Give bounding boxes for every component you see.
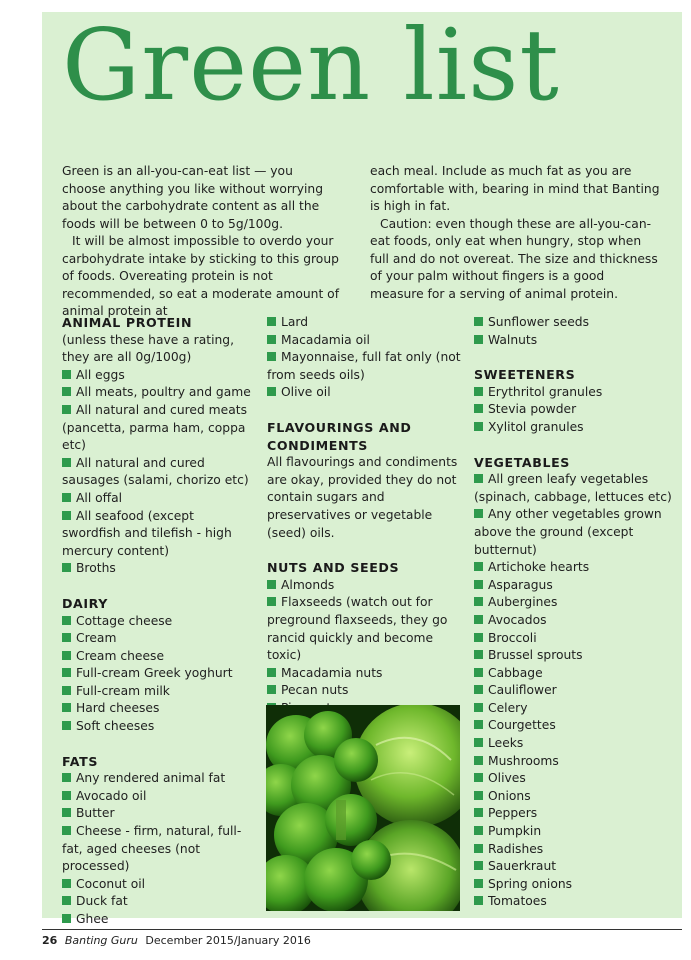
- bullet-square-icon: [474, 896, 483, 905]
- fats-list-continued: [267, 314, 463, 402]
- list-item: Duck fat: [62, 893, 254, 911]
- nuts-list-continued: [474, 314, 674, 349]
- list-item: Lard: [267, 314, 463, 332]
- bullet-square-icon: [474, 474, 483, 483]
- intro-column-1: [62, 163, 340, 321]
- bullet-square-icon: [474, 773, 483, 782]
- bullet-square-icon: [474, 703, 483, 712]
- list-item: Cheese - firm, natural, full-fat, aged cheeses (not processed): [62, 824, 242, 874]
- bullet-square-icon: [62, 616, 71, 625]
- section-heading-dairy: DAIRY: [62, 595, 109, 611]
- list-item: Cream: [62, 630, 254, 648]
- issue-date: December 2015/January 2016: [145, 934, 311, 947]
- bullet-square-icon: [62, 826, 71, 835]
- list-item: Coconut oil: [62, 876, 254, 894]
- section-heading-animal-protein: ANIMAL PROTEIN: [62, 315, 193, 330]
- bullet-square-icon: [267, 352, 276, 361]
- list-item: Hard cheeses: [62, 700, 254, 718]
- list-item: Flaxseeds (watch out for preground flaxseeds, they go rancid quickly and become toxic): [267, 595, 448, 663]
- list-item: Sauerkraut: [474, 858, 674, 876]
- intro-column-2: [370, 163, 660, 303]
- list-item: Erythritol granules: [474, 384, 674, 402]
- list-item: Mushrooms: [474, 753, 674, 771]
- page-title: Green list: [62, 9, 560, 123]
- list-item: All green leafy vegetables (spinach, cabbage, lettuces etc): [474, 472, 672, 504]
- list-item: Sunflower seeds: [474, 314, 674, 332]
- bullet-square-icon: [474, 861, 483, 870]
- list-item: Mayonnaise, full fat only (not from seeds oils): [267, 350, 461, 382]
- bullet-square-icon: [62, 773, 71, 782]
- list-item: Almonds: [267, 577, 463, 595]
- list-item: Macadamia oil: [267, 332, 463, 350]
- vegetables-list: [474, 471, 674, 911]
- list-item: Brussel sprouts: [474, 647, 674, 665]
- bullet-square-icon: [474, 808, 483, 817]
- section-heading-nuts-and-seeds: NUTS AND SEEDS: [267, 560, 400, 576]
- list-item: Avocados: [474, 612, 674, 630]
- bullet-square-icon: [62, 405, 71, 414]
- bullet-square-icon: [474, 650, 483, 659]
- list-item: Leeks: [474, 735, 674, 753]
- bullet-square-icon: [62, 808, 71, 817]
- bullet-square-icon: [474, 509, 483, 518]
- list-item: Spring onions: [474, 876, 674, 894]
- bullet-square-icon: [62, 879, 71, 888]
- bullet-square-icon: [267, 580, 276, 589]
- bullet-square-icon: [474, 615, 483, 624]
- intro-paragraph: It will be almost impossible to overdo your carbohydrate intake by sticking to this group of foods. Overeating protein is not recommended, so eat a moderate amount of animal protein at: [62, 234, 340, 318]
- list-item: Aubergines: [474, 594, 674, 612]
- list-item: Full-cream milk: [62, 683, 254, 701]
- list-item: Broccoli: [474, 630, 674, 648]
- list-item: Celery: [474, 700, 674, 718]
- list-item: All offal: [62, 490, 254, 508]
- bullet-square-icon: [267, 668, 276, 677]
- broccoli-cabbage-illustration: [266, 705, 460, 911]
- list-item: Stevia powder: [474, 401, 674, 419]
- list-item: Butter: [62, 805, 254, 823]
- bullet-square-icon: [267, 335, 276, 344]
- bullet-square-icon: [474, 791, 483, 800]
- bullet-square-icon: [62, 563, 71, 572]
- bullet-square-icon: [62, 686, 71, 695]
- page-number: 26: [42, 934, 58, 947]
- list-item: Pecan nuts: [267, 682, 463, 700]
- list-item: Pumpkin: [474, 823, 674, 841]
- bullet-square-icon: [62, 370, 71, 379]
- list-item: Cottage cheese: [62, 613, 254, 631]
- bullet-square-icon: [474, 685, 483, 694]
- intro-paragraph: Green is an all-you-can-eat list — you choose anything you like without worrying about the carbohydrate content as all the foods will be between 0 to 5g/100g.: [62, 164, 324, 231]
- bullet-square-icon: [474, 844, 483, 853]
- list-item: All eggs: [62, 367, 254, 385]
- list-item: Any other vegetables grown above the ground (except butternut): [474, 507, 662, 557]
- bullet-square-icon: [474, 580, 483, 589]
- bullet-square-icon: [267, 317, 276, 326]
- bullet-square-icon: [62, 387, 71, 396]
- list-column-3: [474, 314, 674, 911]
- bullet-square-icon: [474, 404, 483, 413]
- magazine-name: Banting Guru: [64, 934, 138, 947]
- list-item: Walnuts: [474, 332, 674, 350]
- bullet-square-icon: [267, 387, 276, 396]
- list-item: Olive oil: [267, 384, 463, 402]
- bullet-square-icon: [474, 826, 483, 835]
- bullet-square-icon: [474, 562, 483, 571]
- list-item: All natural and cured sausages (salami, chorizo etc): [62, 455, 249, 488]
- bullet-square-icon: [62, 896, 71, 905]
- list-item: Courgettes: [474, 717, 674, 735]
- vegetables-photo: [266, 705, 460, 911]
- section-note: All flavourings and condiments are okay, provided they do not contain sugars and preservatives or vegetable (seed) oils.: [267, 455, 458, 540]
- list-item: All natural and cured meats (pancetta, parma ham, coppa etc): [62, 402, 247, 453]
- list-column-1: [62, 314, 254, 929]
- bullet-square-icon: [474, 879, 483, 888]
- list-item: Any rendered animal fat: [62, 770, 254, 788]
- bullet-square-icon: [62, 651, 71, 660]
- bullet-square-icon: [474, 738, 483, 747]
- bullet-square-icon: [474, 422, 483, 431]
- list-item: Full-cream Greek yoghurt: [62, 665, 254, 683]
- bullet-square-icon: [474, 597, 483, 606]
- bullet-square-icon: [474, 335, 483, 344]
- bullet-square-icon: [62, 914, 71, 923]
- sweeteners-list: [474, 384, 674, 437]
- intro-paragraph: each meal. Include as much fat as you are comfortable with, bearing in mind that Banting is high in fat.: [370, 164, 660, 213]
- list-item: Radishes: [474, 841, 674, 859]
- list-item: Cabbage: [474, 665, 674, 683]
- section-note: (unless these have a rating, they are all 0g/100g): [62, 332, 235, 365]
- list-item: All meats, poultry and game: [62, 384, 254, 402]
- list-item: Artichoke hearts: [474, 559, 674, 577]
- section-heading-sweeteners: SWEETENERS: [474, 367, 576, 383]
- fats-list: [62, 770, 254, 928]
- bullet-square-icon: [62, 458, 71, 467]
- list-item: Peppers: [474, 805, 674, 823]
- bullet-square-icon: [62, 703, 71, 712]
- bullet-square-icon: [267, 685, 276, 694]
- list-item: Asparagus: [474, 577, 674, 595]
- page-footer: [42, 934, 311, 948]
- list-item: Soft cheeses: [62, 718, 254, 736]
- list-item: Onions: [474, 788, 674, 806]
- animal-protein-list: [62, 367, 254, 578]
- list-item: Tomatoes: [474, 893, 674, 911]
- list-item: Olives: [474, 770, 674, 788]
- list-item: Ghee: [62, 911, 254, 929]
- list-item: Cream cheese: [62, 648, 254, 666]
- bullet-square-icon: [62, 668, 71, 677]
- list-item: Broths: [62, 560, 254, 578]
- footer-divider: [42, 929, 682, 930]
- bullet-square-icon: [474, 756, 483, 765]
- bullet-square-icon: [474, 633, 483, 642]
- bullet-square-icon: [62, 791, 71, 800]
- bullet-square-icon: [62, 511, 71, 520]
- section-heading-fats: FATS: [62, 753, 98, 769]
- bullet-square-icon: [474, 720, 483, 729]
- bullet-square-icon: [474, 387, 483, 396]
- section-heading-flavourings: FLAVOURINGS AND CONDIMENTS: [267, 419, 412, 453]
- bullet-square-icon: [62, 493, 71, 502]
- bullet-square-icon: [267, 597, 276, 606]
- bullet-square-icon: [62, 633, 71, 642]
- section-heading-vegetables: VEGETABLES: [474, 454, 570, 470]
- list-item: Xylitol granules: [474, 419, 674, 437]
- bullet-square-icon: [474, 317, 483, 326]
- intro-paragraph: Caution: even though these are all-you-can-eat foods, only eat when hungry, stop when full and do not overeat. The size and thickness of your palm without fingers is a good measure for a serving of animal protein.: [370, 216, 658, 301]
- list-item: All seafood (except swordfish and tilefish - high mercury content): [62, 508, 232, 558]
- list-item: Cauliflower: [474, 682, 674, 700]
- bullet-square-icon: [474, 668, 483, 677]
- dairy-list: [62, 613, 254, 736]
- list-item: Macadamia nuts: [267, 665, 463, 683]
- list-item: Avocado oil: [62, 788, 254, 806]
- list-column-2: [267, 314, 463, 735]
- bullet-square-icon: [62, 721, 71, 730]
